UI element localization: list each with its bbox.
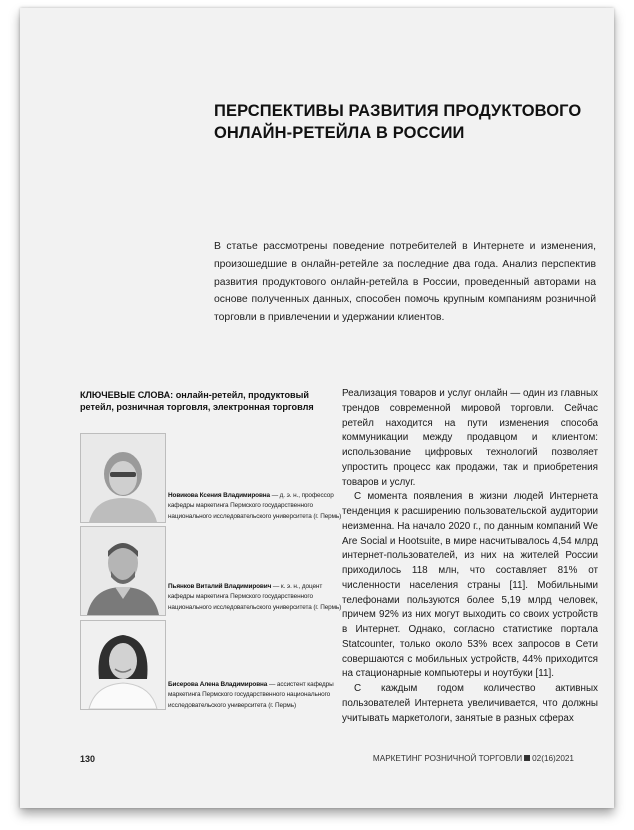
body-paragraph: С каждым годом количество активных пользователей Интернета увеличивается, что должны учитывать маркетологи, занятые в разных сферах [342,683,598,724]
article-body [342,387,598,726]
magazine-page [20,8,614,808]
journal-name: МАРКЕТИНГ РОЗНИЧНОЙ ТОРГОВЛИ [372,754,523,763]
body-paragraph: Реализация товаров и услуг онлайн — один из главных трендов современной мировой торговли. Сейчас ретейл находится на пути изменения способа коммуникации между продавцом и клиентом: использование цифровых технологий позволяет упростить процесс как продажи, так и приобретения товаров и услуг. [342,388,598,488]
author-info [168,491,348,522]
journal-footer [373,754,574,763]
square-separator-icon [524,755,530,761]
author-name: Пьянков Виталий Владимирович [168,583,272,590]
author-photo [80,526,166,616]
author-photo [80,433,166,523]
author-details: — к. э. н., доцент кафедры маркетинга Пермского государственного национального исследовательского университета (г. Пермь) [168,583,342,611]
article-title [214,100,594,144]
author-info [168,680,348,711]
author-portrait-icon [81,434,165,522]
journal-issue: 02(16)2021 [532,754,574,763]
keywords-list: онлайн-ретейл, продуктовый ретейл, розничная торговля, электронная торговля [80,390,314,413]
author-card [80,526,350,614]
author-details: — ассистент кафедры маркетинга Пермского государственного национального исследовательского университета (г. Пермь) [168,681,334,709]
author-portrait-icon [81,621,165,709]
author-card [80,433,350,521]
author-photo [80,620,166,710]
article-abstract: В статье рассмотрены поведение потребителей в Интернете и изменения, произошедшие в онлайн-ретейле за последние два года. Анализ перспектив развития продуктового онлайн-ретейла в России, проведенный авторами на основе полученных данных, способен помочь крупным компаниям розничной торговли в привлечении и удержании клиентов. [214,241,596,324]
author-info [168,582,348,613]
author-card [80,620,350,708]
author-name: Бисерова Алена Владимировна [168,681,268,688]
page-number: 130 [80,754,96,764]
author-portrait-icon [81,527,165,615]
keywords-block [80,389,330,414]
author-name: Новикова Ксения Владимировна [168,492,271,499]
article-title-line-1: ПЕРСПЕКТИВЫ РАЗВИТИЯ ПРОДУКТОВОГО [214,102,582,120]
body-paragraph: С момента появления в жизни людей Интернета тенденция к расширению пользовательской аудитории неизменна. На начало 2020 г., по данным компаний We Are Social и Hootsuite, в мире насчитывалось 4,54 млрд интернет-пользователей, из них на жителей России приходилось 118 млн, что составляет 81% от численности населения страны [11]. Мобильными телефонами пользуются более 5,19 млрд человек, причем 92% из них могут выходить со своих устройств в Интернет. Однако, согласно статистике портала Statcounter, только около 53% всех запросов в Сети совершаются с мобильных устройств, 44% приходится на стационарные компьютеры и ноутбуки [11]. [342,491,598,680]
article-title-line-2: ОНЛАЙН-РЕТЕЙЛА В РОССИИ [214,124,465,142]
author-details: — д. э. н., профессор кафедры маркетинга Пермского государственного национального исследовательского университета (г. Пермь) [168,492,342,520]
keywords-label: КЛЮЧЕВЫЕ СЛОВА: [80,390,174,400]
